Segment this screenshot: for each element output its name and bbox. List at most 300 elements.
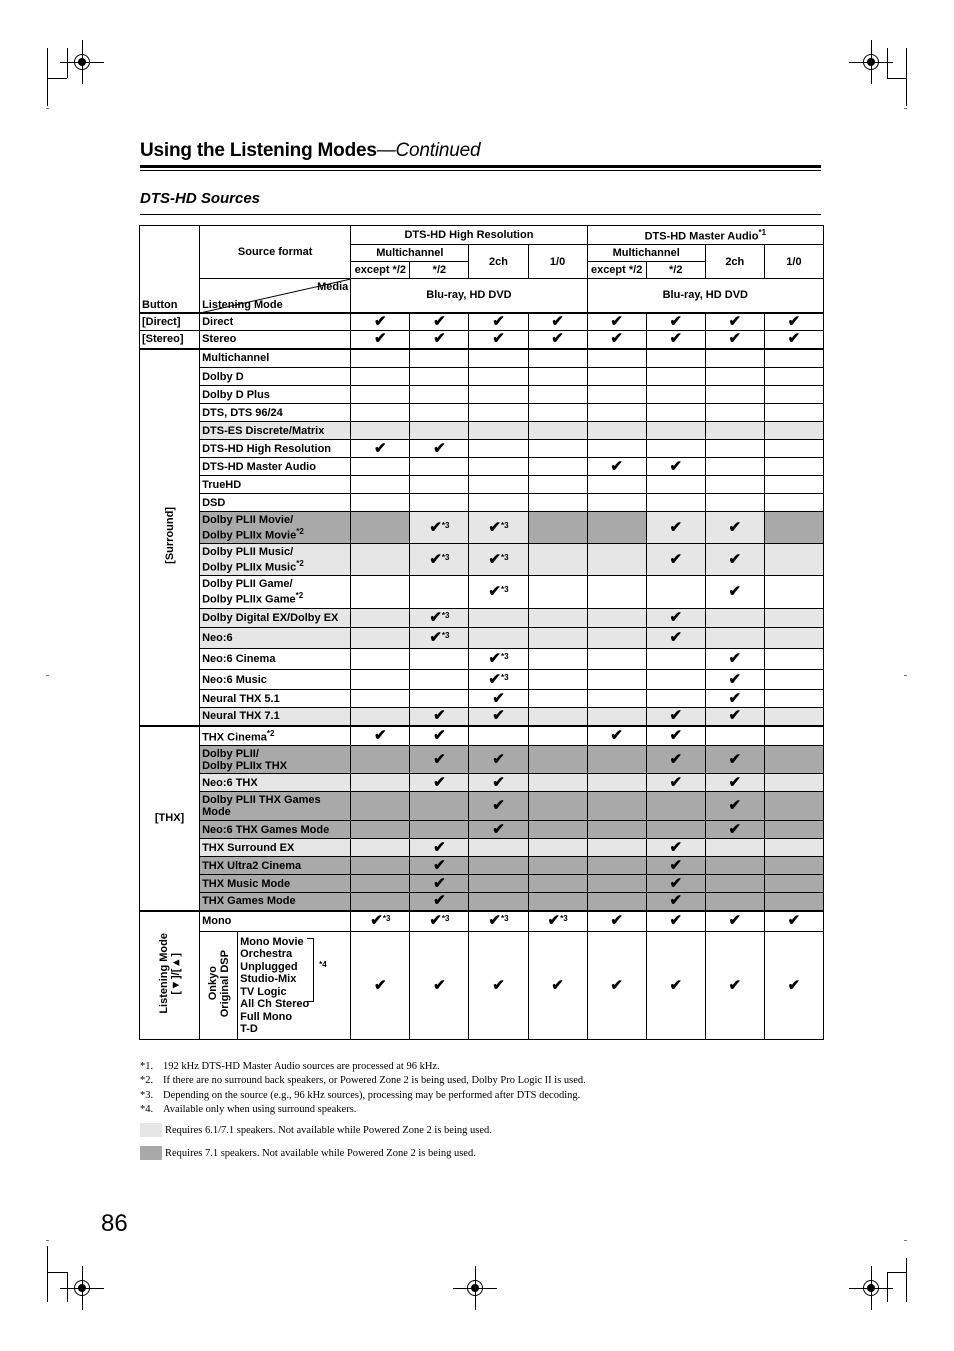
check-mark-icon: ✔ bbox=[410, 893, 469, 911]
check-mark-icon: ✔ bbox=[469, 821, 528, 839]
empty-cell bbox=[705, 893, 764, 911]
empty-cell bbox=[469, 422, 528, 440]
empty-cell bbox=[587, 746, 646, 774]
mode-row: THX Games Mode bbox=[200, 893, 351, 911]
mode-row: THX Cinema$^{*2}$ bbox=[200, 726, 351, 746]
empty-cell bbox=[469, 349, 528, 368]
mode-row: THX Music Mode bbox=[200, 875, 351, 893]
empty-cell bbox=[764, 893, 823, 911]
dsp-bracket bbox=[307, 938, 314, 1002]
check-mark-icon: ✔ bbox=[587, 932, 646, 1040]
empty-cell bbox=[351, 404, 410, 422]
empty-cell bbox=[764, 792, 823, 821]
check-mark-icon: ✔ bbox=[587, 331, 646, 349]
empty-cell bbox=[764, 609, 823, 628]
empty-cell bbox=[528, 690, 587, 708]
empty-cell bbox=[646, 368, 705, 386]
footnotes bbox=[140, 1059, 586, 1117]
check-mark-icon: ✔ bbox=[410, 746, 469, 774]
check-mark-icon: ✔ bbox=[705, 331, 764, 349]
empty-cell bbox=[764, 670, 823, 690]
check-mark-icon: ✔ bbox=[410, 839, 469, 857]
empty-cell bbox=[469, 875, 528, 893]
page-number: 86 bbox=[101, 1210, 128, 1237]
check-mark-icon: ✔ bbox=[587, 911, 646, 932]
mode-row: Dolby PLII/ Dolby PLIIx THX bbox=[200, 746, 351, 774]
empty-cell bbox=[764, 726, 823, 746]
empty-cell bbox=[587, 544, 646, 576]
check-mark-icon: ✔ bbox=[705, 670, 764, 690]
check-mark-icon: ✔ bbox=[528, 313, 587, 331]
dsp-modes: Mono Movie Orchestra Unplugged Studio-Mix TV Logic All Ch Stereo Full Mono T-D *4 bbox=[238, 932, 351, 1040]
check-mark-icon: ✔ bbox=[646, 857, 705, 875]
mode-row: Dolby PLII Movie/ Dolby PLIIx Movie$^{*2}$ bbox=[200, 512, 351, 544]
header-dts-hd-high-resolution: DTS-HD High Resolution bbox=[351, 226, 587, 245]
empty-cell bbox=[587, 349, 646, 368]
empty-cell bbox=[469, 494, 528, 512]
onkyo-original-dsp: Onkyo Original DSP bbox=[200, 932, 238, 1040]
empty-cell bbox=[764, 440, 823, 458]
empty-cell bbox=[469, 368, 528, 386]
empty-cell bbox=[528, 839, 587, 857]
check-mark-icon: ✔ bbox=[705, 746, 764, 774]
mode-row: Dolby PLII Game/ Dolby PLIIx Game$^{*2}$ bbox=[200, 576, 351, 609]
empty-cell bbox=[705, 386, 764, 404]
empty-cell bbox=[351, 875, 410, 893]
check-mark-icon: ✔ bbox=[469, 708, 528, 726]
check-mark-icon: ✔ bbox=[646, 544, 705, 576]
mode-row: DTS-ES Discrete/Matrix bbox=[200, 422, 351, 440]
empty-cell bbox=[469, 839, 528, 857]
media-value: Blu-ray, HD DVD bbox=[351, 279, 587, 313]
empty-cell bbox=[764, 349, 823, 368]
button-stereo: [Stereo] bbox=[140, 331, 200, 349]
check-mark-icon: ✔ bbox=[351, 726, 410, 746]
header-multichannel: Multichannel bbox=[351, 245, 469, 262]
empty-cell bbox=[705, 875, 764, 893]
check-mark-icon: ✔ bbox=[351, 932, 410, 1040]
empty-cell bbox=[528, 821, 587, 839]
footnote: *3. Depending on the source (e.g., 96 kHz sources), processing may be performed after DTS decoding. bbox=[140, 1089, 581, 1101]
header-media-listening-mode bbox=[200, 279, 351, 313]
mode-direct: Direct bbox=[200, 313, 351, 331]
header-1-0: 1/0 bbox=[764, 245, 823, 279]
empty-cell bbox=[410, 404, 469, 422]
empty-cell bbox=[469, 609, 528, 628]
empty-cell bbox=[764, 649, 823, 670]
empty-cell bbox=[646, 404, 705, 422]
mode-row: Neo:6 Music bbox=[200, 670, 351, 690]
footnote: *1. 192 kHz DTS-HD Master Audio sources are processed at 96 kHz. bbox=[140, 1060, 440, 1072]
empty-cell bbox=[587, 476, 646, 494]
check-mark-icon: ✔ bbox=[646, 726, 705, 746]
empty-cell bbox=[764, 857, 823, 875]
check-mark-icon: ✔ bbox=[705, 821, 764, 839]
empty-cell bbox=[705, 857, 764, 875]
empty-cell bbox=[351, 821, 410, 839]
check-mark-icon: ✔$^{*3}$ bbox=[469, 544, 528, 576]
empty-cell bbox=[646, 821, 705, 839]
empty-cell bbox=[410, 821, 469, 839]
check-mark-icon: ✔ bbox=[469, 792, 528, 821]
check-mark-icon: ✔$^{*3}$ bbox=[469, 576, 528, 609]
empty-cell bbox=[528, 746, 587, 774]
page-title: Using the Listening Modes—Continued bbox=[140, 140, 481, 161]
empty-cell bbox=[764, 774, 823, 792]
check-mark-icon: ✔ bbox=[705, 708, 764, 726]
mode-row: DTS-HD Master Audio bbox=[200, 458, 351, 476]
header-except-2: except */2 bbox=[587, 262, 646, 279]
empty-cell bbox=[764, 368, 823, 386]
empty-cell bbox=[528, 726, 587, 746]
empty-cell bbox=[646, 576, 705, 609]
empty-cell bbox=[646, 440, 705, 458]
mode-stereo: Stereo bbox=[200, 331, 351, 349]
empty-cell bbox=[528, 609, 587, 628]
empty-cell bbox=[764, 544, 823, 576]
check-mark-icon: ✔$^{*3}$ bbox=[410, 609, 469, 628]
empty-cell bbox=[469, 857, 528, 875]
check-mark-icon: ✔$^{*3}$ bbox=[469, 911, 528, 932]
check-mark-icon: ✔ bbox=[646, 628, 705, 649]
empty-cell bbox=[351, 893, 410, 911]
check-mark-icon: ✔ bbox=[410, 875, 469, 893]
empty-cell bbox=[587, 857, 646, 875]
empty-cell bbox=[764, 690, 823, 708]
check-mark-icon: ✔$^{*3}$ bbox=[469, 670, 528, 690]
empty-cell bbox=[587, 386, 646, 404]
check-mark-icon: ✔ bbox=[410, 331, 469, 349]
empty-cell bbox=[705, 458, 764, 476]
empty-cell bbox=[410, 670, 469, 690]
legend-swatch-dark bbox=[140, 1146, 162, 1160]
empty-cell bbox=[528, 494, 587, 512]
mode-row: TrueHD bbox=[200, 476, 351, 494]
empty-cell bbox=[587, 404, 646, 422]
empty-cell bbox=[705, 476, 764, 494]
check-mark-icon: ✔ bbox=[764, 313, 823, 331]
check-mark-icon: ✔ bbox=[351, 331, 410, 349]
check-mark-icon: ✔ bbox=[646, 932, 705, 1040]
check-mark-icon: ✔ bbox=[646, 313, 705, 331]
empty-cell bbox=[587, 893, 646, 911]
empty-cell bbox=[705, 839, 764, 857]
mode-row: Neural THX 5.1 bbox=[200, 690, 351, 708]
header-star-2: */2 bbox=[646, 262, 705, 279]
mode-row: THX Ultra2 Cinema bbox=[200, 857, 351, 875]
empty-cell bbox=[705, 368, 764, 386]
empty-cell bbox=[587, 628, 646, 649]
empty-cell bbox=[528, 857, 587, 875]
mode-row: DTS-HD High Resolution bbox=[200, 440, 351, 458]
check-mark-icon: ✔ bbox=[764, 932, 823, 1040]
check-mark-icon: ✔ bbox=[705, 544, 764, 576]
check-mark-icon: ✔ bbox=[705, 690, 764, 708]
check-mark-icon: ✔ bbox=[646, 708, 705, 726]
legend-swatch-light bbox=[140, 1123, 162, 1137]
mode-row: THX Surround EX bbox=[200, 839, 351, 857]
check-mark-icon: ✔ bbox=[646, 458, 705, 476]
mode-row: Dolby PLII THX Games Mode bbox=[200, 792, 351, 821]
empty-cell bbox=[410, 368, 469, 386]
empty-cell bbox=[646, 422, 705, 440]
empty-cell bbox=[410, 792, 469, 821]
empty-cell bbox=[528, 576, 587, 609]
empty-cell bbox=[764, 821, 823, 839]
empty-cell bbox=[764, 746, 823, 774]
header-2ch: 2ch bbox=[705, 245, 764, 279]
empty-cell bbox=[587, 649, 646, 670]
empty-cell bbox=[528, 440, 587, 458]
empty-cell bbox=[587, 368, 646, 386]
empty-cell bbox=[469, 726, 528, 746]
empty-cell bbox=[587, 422, 646, 440]
check-mark-icon: ✔$^{*3}$ bbox=[410, 512, 469, 544]
empty-cell bbox=[351, 670, 410, 690]
empty-cell bbox=[351, 690, 410, 708]
empty-cell bbox=[587, 494, 646, 512]
empty-cell bbox=[528, 386, 587, 404]
check-mark-icon: ✔ bbox=[705, 774, 764, 792]
empty-cell bbox=[587, 576, 646, 609]
empty-cell bbox=[351, 368, 410, 386]
empty-cell bbox=[764, 875, 823, 893]
empty-cell bbox=[587, 792, 646, 821]
empty-cell bbox=[764, 708, 823, 726]
check-mark-icon: ✔ bbox=[410, 313, 469, 331]
empty-cell bbox=[705, 628, 764, 649]
empty-cell bbox=[646, 494, 705, 512]
empty-cell bbox=[351, 609, 410, 628]
empty-cell bbox=[469, 404, 528, 422]
mode-row: Dolby D Plus bbox=[200, 386, 351, 404]
empty-cell bbox=[410, 386, 469, 404]
check-mark-icon: ✔ bbox=[469, 313, 528, 331]
empty-cell bbox=[410, 476, 469, 494]
mode-row: Neo:6 THX bbox=[200, 774, 351, 792]
check-mark-icon: ✔ bbox=[410, 857, 469, 875]
empty-cell bbox=[351, 792, 410, 821]
empty-cell bbox=[528, 774, 587, 792]
empty-cell bbox=[351, 628, 410, 649]
check-mark-icon: ✔ bbox=[646, 839, 705, 857]
empty-cell bbox=[410, 422, 469, 440]
empty-cell bbox=[587, 670, 646, 690]
empty-cell bbox=[351, 458, 410, 476]
check-mark-icon: ✔ bbox=[587, 726, 646, 746]
empty-cell bbox=[351, 349, 410, 368]
empty-cell bbox=[351, 386, 410, 404]
check-mark-icon: ✔ bbox=[646, 746, 705, 774]
check-mark-icon: ✔$^{*3}$ bbox=[469, 512, 528, 544]
check-mark-icon: ✔$^{*3}$ bbox=[410, 544, 469, 576]
empty-cell bbox=[587, 440, 646, 458]
empty-cell bbox=[764, 476, 823, 494]
empty-cell bbox=[528, 875, 587, 893]
check-mark-icon: ✔ bbox=[469, 774, 528, 792]
empty-cell bbox=[528, 670, 587, 690]
empty-cell bbox=[528, 404, 587, 422]
empty-cell bbox=[528, 349, 587, 368]
check-mark-icon: ✔ bbox=[410, 440, 469, 458]
empty-cell bbox=[351, 422, 410, 440]
header-multichannel: Multichannel bbox=[587, 245, 705, 262]
empty-cell bbox=[646, 476, 705, 494]
mode-row: Multichannel bbox=[200, 349, 351, 368]
empty-cell bbox=[646, 649, 705, 670]
empty-cell bbox=[646, 792, 705, 821]
continued-label: —Continued bbox=[376, 140, 481, 161]
header-button: Button bbox=[140, 226, 200, 313]
header-2ch: 2ch bbox=[469, 245, 528, 279]
check-mark-icon: ✔ bbox=[469, 746, 528, 774]
header-1-0: 1/0 bbox=[528, 245, 587, 279]
empty-cell bbox=[705, 609, 764, 628]
check-mark-icon: ✔ bbox=[351, 313, 410, 331]
empty-cell bbox=[351, 494, 410, 512]
check-mark-icon: ✔ bbox=[705, 313, 764, 331]
empty-cell bbox=[351, 476, 410, 494]
empty-cell bbox=[528, 458, 587, 476]
empty-cell bbox=[764, 422, 823, 440]
check-mark-icon: ✔ bbox=[410, 708, 469, 726]
empty-cell bbox=[469, 628, 528, 649]
empty-cell bbox=[587, 708, 646, 726]
check-mark-icon: ✔ bbox=[705, 932, 764, 1040]
mode-row: DSD bbox=[200, 494, 351, 512]
empty-cell bbox=[764, 386, 823, 404]
empty-cell bbox=[351, 774, 410, 792]
mode-row: Dolby PLII Music/ Dolby PLIIx Music$^{*2}$ bbox=[200, 544, 351, 576]
button-listening-mode: Listening Mode [◄]/[►] bbox=[140, 911, 200, 1040]
empty-cell bbox=[351, 857, 410, 875]
empty-cell bbox=[351, 708, 410, 726]
check-mark-icon: ✔ bbox=[587, 458, 646, 476]
empty-cell bbox=[410, 349, 469, 368]
empty-cell bbox=[410, 458, 469, 476]
empty-cell bbox=[587, 774, 646, 792]
empty-cell bbox=[351, 649, 410, 670]
check-mark-icon: ✔$^{*3}$ bbox=[351, 911, 410, 932]
title-rule bbox=[140, 170, 821, 171]
listening-modes-table bbox=[139, 225, 824, 1040]
mode-row: Dolby D bbox=[200, 368, 351, 386]
empty-cell bbox=[646, 690, 705, 708]
empty-cell bbox=[587, 875, 646, 893]
empty-cell bbox=[764, 404, 823, 422]
empty-cell bbox=[764, 839, 823, 857]
empty-cell bbox=[410, 649, 469, 670]
empty-cell bbox=[528, 792, 587, 821]
empty-cell bbox=[528, 708, 587, 726]
button-thx: [THX] bbox=[140, 726, 200, 911]
empty-cell bbox=[764, 628, 823, 649]
empty-cell bbox=[646, 386, 705, 404]
check-mark-icon: ✔$^{*3}$ bbox=[410, 911, 469, 932]
button-surround: [Surround] bbox=[140, 349, 200, 726]
header-except-2: except */2 bbox=[351, 262, 410, 279]
empty-cell bbox=[764, 576, 823, 609]
mode-row: Dolby Digital EX/Dolby EX bbox=[200, 609, 351, 628]
empty-cell bbox=[587, 821, 646, 839]
media-value: Blu-ray, HD DVD bbox=[587, 279, 823, 313]
media-label: Media bbox=[317, 281, 349, 293]
section-rule bbox=[140, 214, 821, 215]
legend-light: Requires 6.1/7.1 speakers. Not available while Powered Zone 2 is being used. bbox=[140, 1123, 492, 1137]
check-mark-icon: ✔ bbox=[646, 911, 705, 932]
header-dts-hd-master-audio: DTS-HD Master Audio$^{*1}$ bbox=[587, 226, 823, 245]
legend-dark: Requires 7.1 speakers. Not available while Powered Zone 2 is being used. bbox=[140, 1146, 476, 1160]
check-mark-icon: ✔$^{*3}$ bbox=[528, 911, 587, 932]
empty-cell bbox=[646, 349, 705, 368]
empty-cell bbox=[528, 422, 587, 440]
check-mark-icon: ✔ bbox=[764, 331, 823, 349]
check-mark-icon: ✔$^{*3}$ bbox=[410, 628, 469, 649]
mode-row: DTS, DTS 96/24 bbox=[200, 404, 351, 422]
mode-row: Neo:6 THX Games Mode bbox=[200, 821, 351, 839]
empty-cell bbox=[705, 349, 764, 368]
empty-cell bbox=[705, 440, 764, 458]
header-star-2: */2 bbox=[410, 262, 469, 279]
mode-row: Neo:6 bbox=[200, 628, 351, 649]
empty-cell bbox=[764, 458, 823, 476]
empty-cell bbox=[705, 422, 764, 440]
empty-cell bbox=[528, 649, 587, 670]
empty-cell bbox=[469, 458, 528, 476]
empty-cell bbox=[528, 512, 587, 544]
check-mark-icon: ✔ bbox=[410, 932, 469, 1040]
check-mark-icon: ✔ bbox=[351, 440, 410, 458]
mode-row: Neural THX 7.1 bbox=[200, 708, 351, 726]
check-mark-icon: ✔ bbox=[705, 911, 764, 932]
check-mark-icon: ✔ bbox=[646, 893, 705, 911]
empty-cell bbox=[469, 893, 528, 911]
footnote: *2. If there are no surround back speakers, or Powered Zone 2 is being used, Dolby Pro Logic II is used. bbox=[140, 1075, 586, 1087]
empty-cell bbox=[528, 893, 587, 911]
check-mark-icon: ✔ bbox=[705, 576, 764, 609]
check-mark-icon: ✔ bbox=[764, 911, 823, 932]
check-mark-icon: ✔ bbox=[705, 512, 764, 544]
check-mark-icon: ✔ bbox=[646, 331, 705, 349]
empty-cell bbox=[351, 544, 410, 576]
check-mark-icon: ✔ bbox=[469, 331, 528, 349]
empty-cell bbox=[469, 476, 528, 494]
header-source-format: Source format bbox=[200, 226, 351, 279]
empty-cell bbox=[351, 746, 410, 774]
empty-cell bbox=[528, 628, 587, 649]
empty-cell bbox=[410, 690, 469, 708]
check-mark-icon: ✔ bbox=[646, 512, 705, 544]
empty-cell bbox=[351, 512, 410, 544]
check-mark-icon: ✔ bbox=[410, 726, 469, 746]
check-mark-icon: ✔ bbox=[469, 690, 528, 708]
check-mark-icon: ✔ bbox=[646, 774, 705, 792]
mode-row: Neo:6 Cinema bbox=[200, 649, 351, 670]
mode-mono: Mono bbox=[200, 911, 351, 932]
empty-cell bbox=[587, 839, 646, 857]
check-mark-icon: ✔ bbox=[646, 875, 705, 893]
empty-cell bbox=[705, 726, 764, 746]
empty-cell bbox=[528, 544, 587, 576]
check-mark-icon: ✔ bbox=[587, 313, 646, 331]
button-direct: [Direct] bbox=[140, 313, 200, 331]
empty-cell bbox=[587, 690, 646, 708]
check-mark-icon: ✔ bbox=[528, 932, 587, 1040]
check-mark-icon: ✔ bbox=[410, 774, 469, 792]
empty-cell bbox=[528, 476, 587, 494]
empty-cell bbox=[705, 494, 764, 512]
empty-cell bbox=[587, 609, 646, 628]
